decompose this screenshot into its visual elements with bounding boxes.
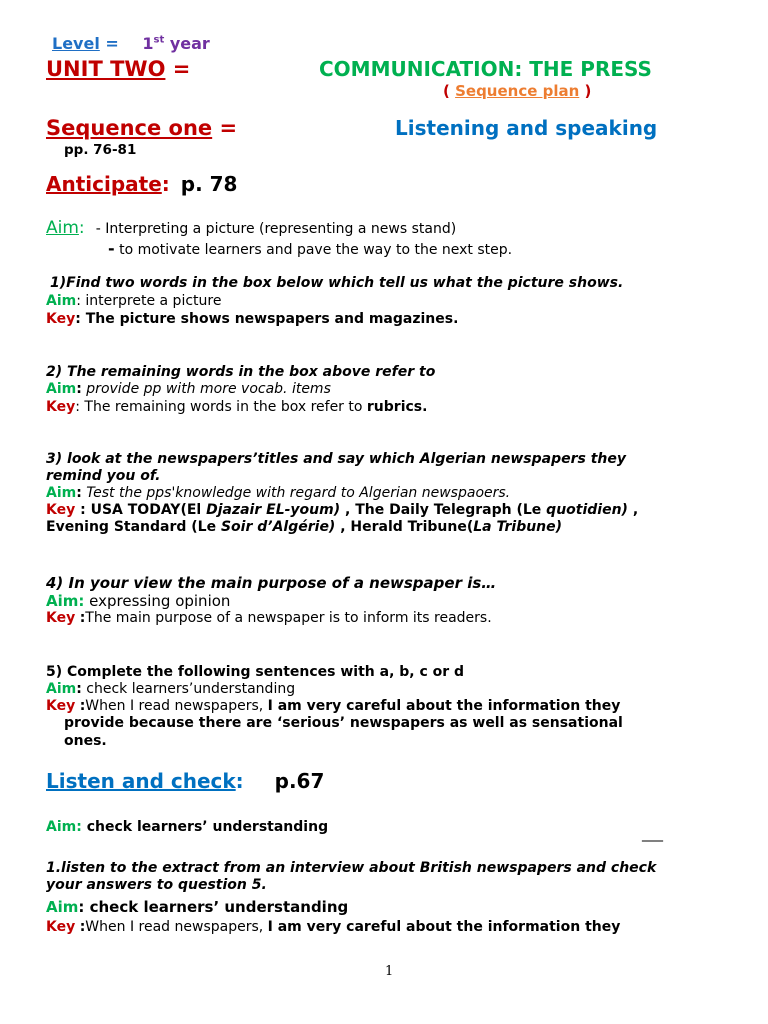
q5-key-label: Key (46, 698, 76, 714)
q4-aim-label: Aim: (46, 592, 85, 610)
sequence-plan-close: ) (584, 82, 592, 100)
listen-key-label: Key (46, 919, 76, 935)
q3-aim-text: Test the pps'knowledge with regard to Algerian newspaoers. (86, 485, 511, 501)
q4-question: 4) In your view the main purpose of a newspaper is… (46, 574, 497, 592)
listen-aim-label: Aim: (46, 819, 82, 835)
q3-key-part-1: : USA TODAY(El (80, 502, 202, 518)
q5-key-bold-1: I am very careful about the information they (267, 698, 621, 714)
q3-key-part-5: , (632, 502, 639, 518)
listen-aim2-text: : check learners’ understanding (78, 898, 349, 916)
q5-aim-text: check learners’understanding (86, 681, 296, 697)
sequence-title: Listening and speaking (395, 116, 658, 140)
q5-aim (46, 681, 295, 697)
unit-title: COMMUNICATION: THE PRESS (319, 57, 652, 81)
q3-key-line-2 (46, 519, 562, 535)
listen-page: p.67 (274, 769, 325, 793)
anticipate-label: Anticipate (46, 172, 162, 196)
q3-key-line2-part-3: , Herald Tribune( (340, 519, 474, 535)
anticipate-aim (46, 218, 456, 238)
listen-key-normal: When I read newspapers, (85, 919, 264, 935)
sequence-heading (46, 116, 237, 140)
q5-key-bold-3: ones. (64, 733, 107, 749)
q3-key-label: Key (46, 502, 76, 518)
listen-aim-2 (46, 898, 348, 916)
q4-aim-text: expressing opinion (89, 592, 231, 610)
sequence-plan-open: ( (443, 82, 450, 100)
page-range: pp. 76-81 (64, 142, 137, 158)
listen-heading (46, 769, 324, 793)
q2-key (46, 399, 427, 415)
unit-equals: = (172, 57, 191, 81)
answer-blank: ___ (642, 826, 663, 842)
q4-key (46, 610, 492, 626)
q3-key-part-2: Djazair EL-youm) (206, 502, 341, 518)
q2-aim-colon: : (76, 381, 82, 397)
q3-question-line-2: remind you of. (46, 468, 161, 484)
q1-question: 1)Find two words in the box below which tell us what the picture shows. (50, 275, 624, 291)
sequence-plan (443, 82, 591, 100)
q3-key-line-1 (46, 502, 638, 518)
listen-label: Listen and check (46, 769, 236, 793)
q2-question: 2) The remaining words in the box above refer to (46, 364, 436, 380)
q3-aim-colon: : (76, 485, 82, 501)
q4-key-text: The main purpose of a newspaper is to inform its readers. (85, 610, 492, 626)
listen-q1-line-1: 1.listen to the extract from an interview about British newspapers and check (46, 860, 657, 876)
sequence-label: Sequence one (46, 116, 213, 140)
q1-key-label: Key (46, 311, 76, 327)
q1-key-text: : The picture shows newspapers and magazines. (75, 311, 459, 327)
q2-aim-label: Aim (46, 381, 77, 397)
level-line (52, 34, 210, 53)
q2-key-text: : The remaining words in the box refer to (75, 399, 363, 415)
q2-aim (46, 381, 331, 397)
unit-label: UNIT TWO (46, 57, 166, 81)
q5-key-colon: : (79, 698, 86, 714)
aim-colon: : (78, 218, 85, 238)
q1-aim-label: Aim (46, 293, 77, 309)
q5-question: 5) Complete the following sentences with a, b, c or d (46, 664, 465, 680)
anticipate-colon: : (161, 172, 170, 196)
q3-key-part-3: , The Daily Telegraph (Le (345, 502, 542, 518)
listen-aim-text: check learners’ understanding (86, 819, 329, 835)
unit-heading (46, 57, 190, 81)
q1-aim (46, 293, 221, 309)
q5-aim-label: Aim (46, 681, 77, 697)
q3-key-line2-part-2: Soir d’Algérie) (220, 519, 336, 535)
q1-aim-text: : interprete a picture (76, 293, 222, 309)
aim-line-2-wrap (108, 239, 512, 258)
q4-key-colon: : (79, 610, 86, 626)
anticipate-page: p. 78 (180, 172, 238, 196)
sequence-equals: = (219, 116, 238, 140)
q2-aim-text: provide pp with more vocab. items (86, 381, 331, 397)
q2-key-label: Key (46, 399, 76, 415)
q2-key-bold: rubrics. (366, 399, 428, 415)
q5-key-normal: When I read newspapers, (85, 698, 264, 714)
listen-key (46, 919, 620, 935)
q5-key-bold-2: provide because there are ‘serious’ newspapers as well as sensational (64, 715, 623, 731)
level-superscript: st (153, 34, 165, 46)
q3-question-line-1: 3) look at the newspapers’titles and say which Algerian newspapers they (46, 451, 626, 467)
q3-key-line2-part-4: La Tribune) (473, 519, 563, 535)
listen-aim (46, 819, 328, 835)
listen-key-bold: I am very careful about the information they (267, 919, 621, 935)
q4-key-label: Key (46, 610, 76, 626)
sequence-plan-label: Sequence plan (455, 82, 580, 100)
listen-colon: : (235, 769, 244, 793)
level-number: 1 (142, 34, 154, 53)
aim-line-2: to motivate learners and pave the way to the next step. (119, 242, 513, 258)
listen-key-colon: : (79, 919, 86, 935)
aim-line-1: - Interpreting a picture (representing a news stand) (95, 221, 457, 237)
listen-q1-line-2: your answers to question 5. (46, 877, 267, 893)
q4-aim (46, 592, 230, 610)
anticipate-heading (46, 172, 237, 196)
q5-aim-colon: : (76, 681, 82, 697)
page-number: 1 (385, 964, 394, 979)
q3-key-part-4: quotidien) (546, 502, 628, 518)
aim-label: Aim (46, 218, 79, 238)
q3-aim (46, 485, 510, 501)
level-label: Level (52, 34, 100, 53)
level-equals: = (105, 34, 119, 53)
q1-key (46, 311, 458, 327)
aim-dash: - (108, 239, 115, 258)
q5-key-line-1 (46, 698, 620, 714)
level-year: year (169, 34, 210, 53)
q3-aim-label: Aim (46, 485, 77, 501)
listen-aim2-label: Aim (46, 898, 79, 916)
q3-key-line2-part-1: Evening Standard (Le (46, 519, 217, 535)
